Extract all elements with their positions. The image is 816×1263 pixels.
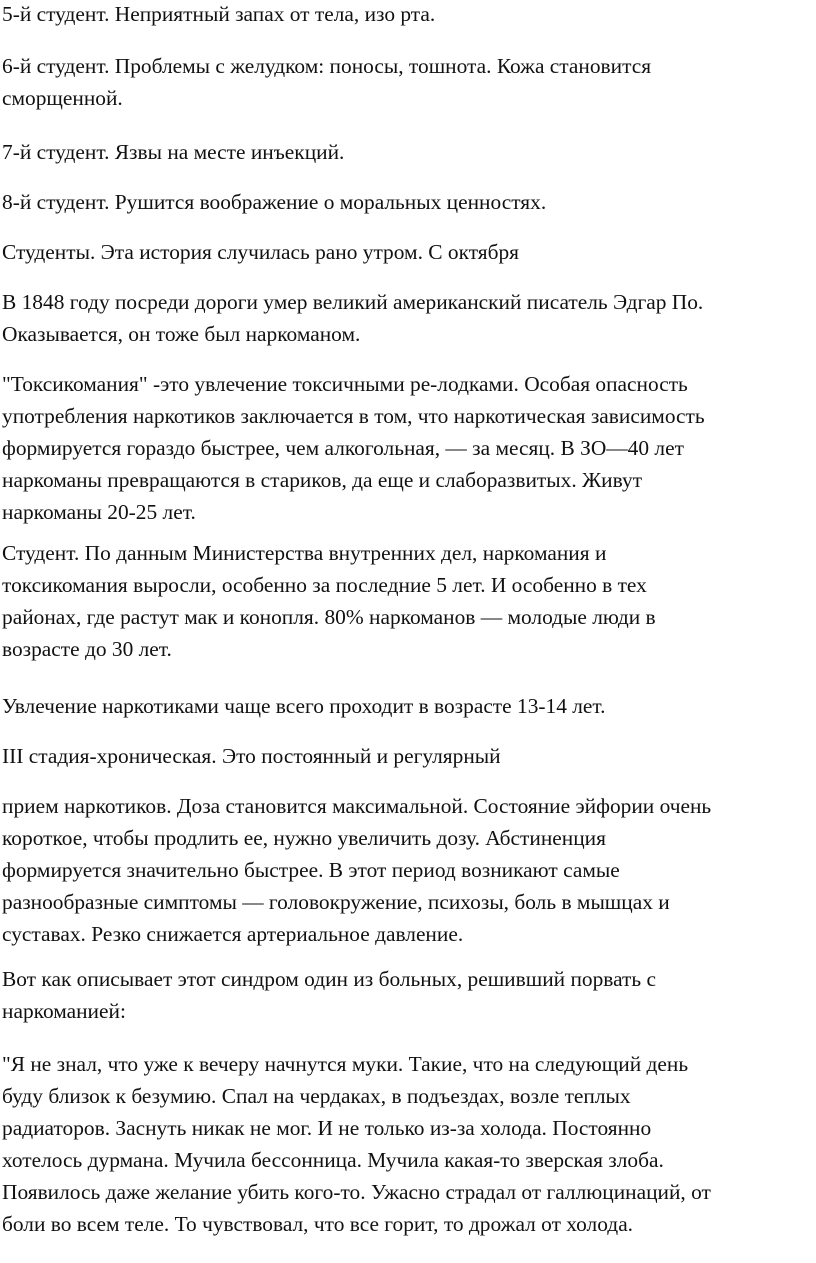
paragraph-edgar-poe: В 1848 году посреди дороги умер великий американский писатель Эдгар По. Оказывается, он тоже был наркоманом. [2,290,704,346]
paragraph-stage-three: III стадия-хроническая. Это постоянный и регулярный [2,744,501,768]
paragraph-students: Студенты. Эта история случилась рано утром. С октября [2,240,520,264]
paragraph-syndrome-intro: Вот как описывает этот синдром один из больных, решивший порвать с наркоманией: [2,967,656,1023]
paragraph-age: Увлечение наркотиками чаще всего проходит в возрасте 13-14 лет. [2,694,606,718]
paragraph-student-7: 7-й студент. Язвы на месте инъекций. [2,140,345,164]
paragraph-patient-quote: "Я не знал, что уже к вечеру начнутся муки. Такие, что на следующий день буду близок к безумию. Спал на чердаках, в подъездах, возле теплых радиаторов. Заснуть никак не мог. И не только из-за холода. Постоянно хотелось дурмана. Мучила бессонница. Мучила какая-то зверская злоба. Появилось даже желание убить кого-то. Ужасно страдал от галлюцинаций, от боли во всем теле. То чувствовал, что все горит, то дрожал от холода. [2,1052,711,1236]
paragraph-student-8: 8-й студент. Рушится воображение о моральных ценностях. [2,190,547,214]
paragraph-toxicomania: "Токсикомания" -это увлечение токсичными ре-лодками. Особая опасность употребления наркотиков заключается в том, что наркотическая зависимость формируется гораздо быстрее, чем алкогольная, — за месяц. В ЗО—40 лет наркоманы превращаются в стариков, да еще и слаборазвитых. Живут наркоманы 20-25 лет. [2,372,705,524]
paragraph-student-5: 5-й студент. Неприятный запах от тела, изо рта. [2,2,436,26]
paragraph-student-6: 6-й студент. Проблемы с желудком: поносы, тошнота. Кожа становится сморщенной. [2,54,652,110]
paragraph-ministry-data: Студент. По данным Министерства внутренних дел, наркомания и токсикомания выросли, особенно за последние 5 лет. И особенно в тех районах, где растут мак и конопля. 80% наркоманов — молодые люди в возрасте до 30 лет. [2,541,656,661]
paragraph-dose: прием наркотиков. Доза становится максимальной. Состояние эйфории очень короткое, чтобы продлить ее, нужно увеличить дозу. Абстиненция формируется значительно быстрее. В этот период возникают самые разнообразные симптомы — головокружение, психозы, боль в мышцах и суставах. Резко снижается артериальное давление. [2,794,712,946]
